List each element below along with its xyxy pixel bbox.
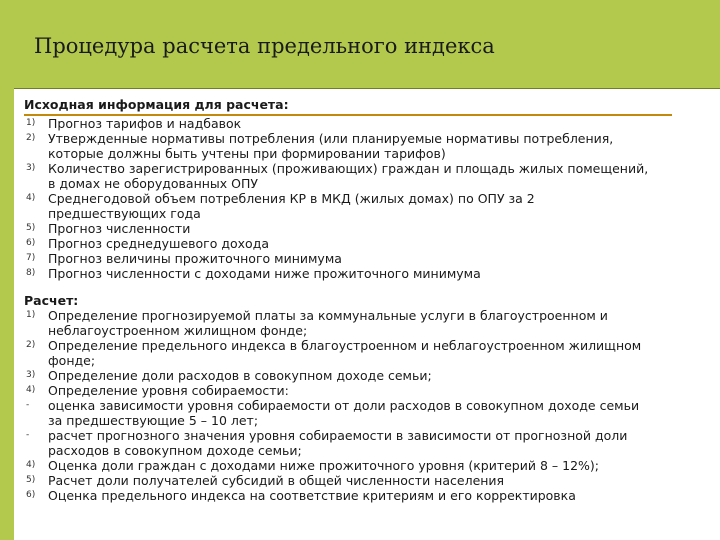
list-item-text: за предшествующие 5 – 10 лет; [48, 413, 259, 428]
list-marker: 1) [26, 118, 36, 128]
list-marker: 5) [26, 475, 36, 485]
list-item [24, 266, 714, 281]
list-item [24, 458, 714, 473]
list-item-text: расчет прогнозного значения уровня собираемости в зависимости от прогнозной доли [48, 428, 628, 443]
list-item-text: в домах не оборудованных ОПУ [48, 176, 259, 191]
list-item-text: Определение доли расходов в совокупном доходе семьи; [48, 368, 432, 383]
list-item-text: Расчет доли получателей субсидий в общей численности населения [48, 473, 505, 488]
list-marker: 7) [26, 253, 36, 263]
list-item-text: Прогноз величины прожиточного минимума [48, 251, 342, 266]
list-item [24, 221, 714, 236]
list-item [24, 161, 714, 191]
slide-title: Процедура расчета предельного индекса [34, 34, 495, 58]
list-item-text: расходов в совокупном доходе семьи; [48, 443, 302, 458]
list-item [24, 308, 714, 338]
list-item-text: предшествующих года [48, 206, 201, 221]
section-heading-calculation: Расчет: [24, 293, 79, 308]
list-item [24, 116, 714, 131]
list-item [24, 191, 714, 221]
list-item [24, 131, 714, 161]
list-item-text: Оценка предельного индекса на соответствие критериям и его корректировка [48, 488, 576, 503]
list-marker: 4) [26, 460, 36, 470]
left-accent-strip [0, 0, 14, 540]
list-marker: 1) [26, 310, 36, 320]
list-item-text: которые должны быть учтены при формировании тарифов) [48, 146, 446, 161]
list-marker: - [26, 400, 30, 410]
list-marker: 2) [26, 133, 36, 143]
slide-content [24, 97, 714, 503]
list-item [24, 251, 714, 266]
list-marker: 5) [26, 223, 36, 233]
list-item-text: оценка зависимости уровня собираемости от доли расходов в совокупном доходе семьи [48, 398, 640, 413]
list-marker: 4) [26, 385, 36, 395]
list-item [24, 338, 714, 368]
list-item-text: Прогноз среднедушевого дохода [48, 236, 270, 251]
section-heading-input-info: Исходная информация для расчета: [24, 97, 289, 112]
list-item-text: Количество зарегистрированных (проживающих) граждан и площадь жилых помещений, [48, 161, 649, 176]
list-item-text: Определение прогнозируемой платы за коммунальные услуги в благоустроенном и [48, 308, 608, 323]
list-item-text: Прогноз численности с доходами ниже прожиточного минимума [48, 266, 481, 281]
list-item-text: Утвержденные нормативы потребления (или планируемые нормативы потребления, [48, 131, 614, 146]
input-info-list [24, 116, 714, 281]
list-item-text: Прогноз численности [48, 221, 191, 236]
list-item [24, 488, 714, 503]
list-marker: 3) [26, 163, 36, 173]
list-item [24, 368, 714, 383]
list-item [24, 236, 714, 251]
calculation-list [24, 308, 714, 503]
list-item-text: неблагоустроенном жилищном фонде; [48, 323, 308, 338]
list-item-text: Определение предельного индекса в благоустроенном и неблагоустроенном жилищном [48, 338, 642, 353]
list-marker: 6) [26, 238, 36, 248]
list-item-text: Определение уровня собираемости: [48, 383, 289, 398]
list-item-text: Прогноз тарифов и надбавок [48, 116, 242, 131]
list-marker: 3) [26, 370, 36, 380]
list-marker: - [26, 430, 30, 440]
list-marker: 6) [26, 490, 36, 500]
list-marker: 8) [26, 268, 36, 278]
list-marker: 2) [26, 340, 36, 350]
list-item-text: фонде; [48, 353, 96, 368]
list-item [24, 398, 714, 428]
list-item [24, 473, 714, 488]
list-item-text: Оценка доли граждан с доходами ниже прожиточного уровня (критерий 8 – 12%); [48, 458, 599, 473]
list-item [24, 428, 714, 458]
list-marker: 4) [26, 193, 36, 203]
title-bar [14, 0, 720, 89]
list-item [24, 383, 714, 398]
list-item-text: Среднегодовой объем потребления КР в МКД (жилых домах) по ОПУ за 2 [48, 191, 535, 206]
